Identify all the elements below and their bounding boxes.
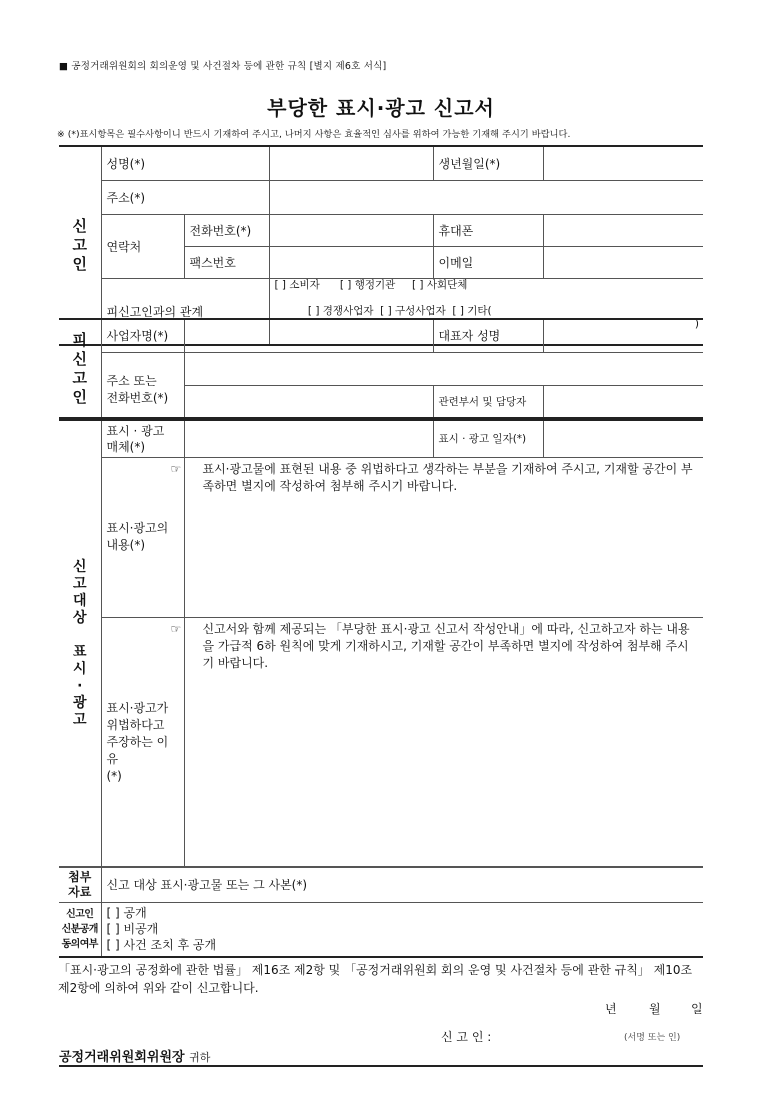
biz-name-label: 사업자명(*) [101,319,184,352]
disclosure-group-label: 신고인 신분공개 동의여부 [59,903,101,957]
name-label: 성명(*) [101,146,269,180]
content-guide [170,461,699,495]
day-label: 일 [691,1002,703,1016]
disclosure-section [59,902,703,958]
reason-guide-text: 신고서와 함께 제공되는 「부당한 표시·광고 신고서 작성안내」에 따라, 신고하고자 하는 내용을 가급적 6하 원칙에 맞게 기재하시고, 기재할 공간이 부족하면 별지에 작성하여 첨부해 주시기 바랍니다. [202,621,690,670]
signature-hint: (서명 또는 인) [624,1033,681,1043]
declaration-statement: 「표시·광고의 공정화에 관한 법률」 제16조 제2항 및 「공정거래위원회 회의 운영 및 사건절차 등에 관한 규칙」 제10조 제2항에 의하여 위와 같이 신고합니다. [58,963,693,995]
attach-group-label: 첨부 자료 [59,867,101,903]
disclosure-private[interactable]: [ ] 비공개 [106,922,159,937]
signer-label: 신 고 인 : [441,1030,492,1044]
content-field[interactable] [170,457,703,617]
required-notice: ※ (*)표시항목은 필수사항이니 반드시 기재하여 주시고, 나머지 사항은 효율적인 심사를 위하여 가능한 기재해 주시기 바랍니다. [57,129,571,140]
ceo-field[interactable] [543,319,703,352]
bottom-rule [59,1065,703,1067]
ad-date-field[interactable] [543,420,703,457]
disclosure-options [101,903,703,957]
birth-label: 생년월일(*) [433,146,543,180]
content-label: 표시·광고의 내용(*) [101,457,184,617]
relation-options-line1: [ ] 소비자 [ ] 행정기관 [ ] 사회단체 [274,278,468,291]
addressee-suffix: 귀하 [189,1051,211,1064]
target-section [59,419,703,868]
mobile-label: 휴대폰 [433,214,543,246]
fax-label: 팩스번호 [184,246,269,278]
report-form [59,0,703,1102]
addressee [59,1046,210,1065]
reporter-group-label: 신 고 인 [59,146,101,345]
respondent-group-label: 피 신 고 인 [59,319,101,418]
pointing-hand-icon: ☞ [170,461,182,476]
target-group-label: 신 고 대 상 표 시 · 광 고 [59,420,101,867]
respondent-address-field[interactable] [184,352,703,385]
email-field[interactable] [543,246,703,278]
phone-label: 전화번호(*) [184,214,269,246]
dept-label: 관련부서 및 담당자 [433,385,543,418]
addressee-name: 공정거래위원회위원장 [59,1050,185,1065]
attachment-section [59,866,703,903]
address-field[interactable] [269,180,703,214]
dept-field[interactable] [543,385,703,418]
media-field[interactable] [184,420,433,457]
month-label: 월 [649,1002,661,1016]
media-label: 표시 · 광고 매체(*) [101,420,184,457]
biz-name-field[interactable] [184,319,433,352]
attach-text: 신고 대상 표시·광고물 또는 그 사본(*) [101,867,703,903]
reason-field[interactable] [170,617,703,867]
contact-label: 연락처 [101,214,184,278]
ceo-label: 대표자 성명 [433,319,543,352]
header-text: 공정거래위원회의 회의운영 및 사건절차 등에 관한 규칙 [별지 제6호 서식] [71,61,387,72]
ad-date-label: 표시 · 광고 일자(*) [433,420,543,457]
fax-field[interactable] [269,246,433,278]
phone-field[interactable] [269,214,433,246]
content-guide-text: 표시·광고물에 표현된 내용 중 위법하다고 생각하는 부분을 기재하여 주시고, 기재할 공간이 부족하면 별지에 작성하여 첨부해 주시기 바랍니다. [202,461,693,493]
relation-other-close: ) [694,317,699,330]
birth-field[interactable] [543,146,703,180]
disclosure-public[interactable]: [ ] 공개 [106,906,147,921]
disclosure-after[interactable]: [ ] 사건 조치 후 공개 [106,938,217,953]
respondent-address-label: 주소 또는 전화번호(*) [101,352,184,418]
reporter-section [59,145,703,346]
year-label: 년 [605,1002,617,1016]
relation-options-line2-text: [ ] 경쟁사업자 [ ] 구성사업자 [ ] 기타( [307,304,492,317]
page-title: 부당한 표시·광고 신고서 [267,96,495,120]
respondent-section [59,318,703,419]
name-field[interactable] [269,146,433,180]
respondent-phone-field[interactable] [184,385,433,418]
relation-label: 피신고인과의 관계 [101,278,269,345]
reason-guide [170,621,699,672]
pointing-hand-icon: ☞ [170,621,182,636]
mobile-field[interactable] [543,214,703,246]
header-bullet: ■ [59,61,69,72]
reason-label: 표시·광고가 위법하다고 주장하는 이유 (*) [101,617,184,867]
email-label: 이메일 [433,246,543,278]
address-label: 주소(*) [101,180,269,214]
form-header [59,58,386,72]
